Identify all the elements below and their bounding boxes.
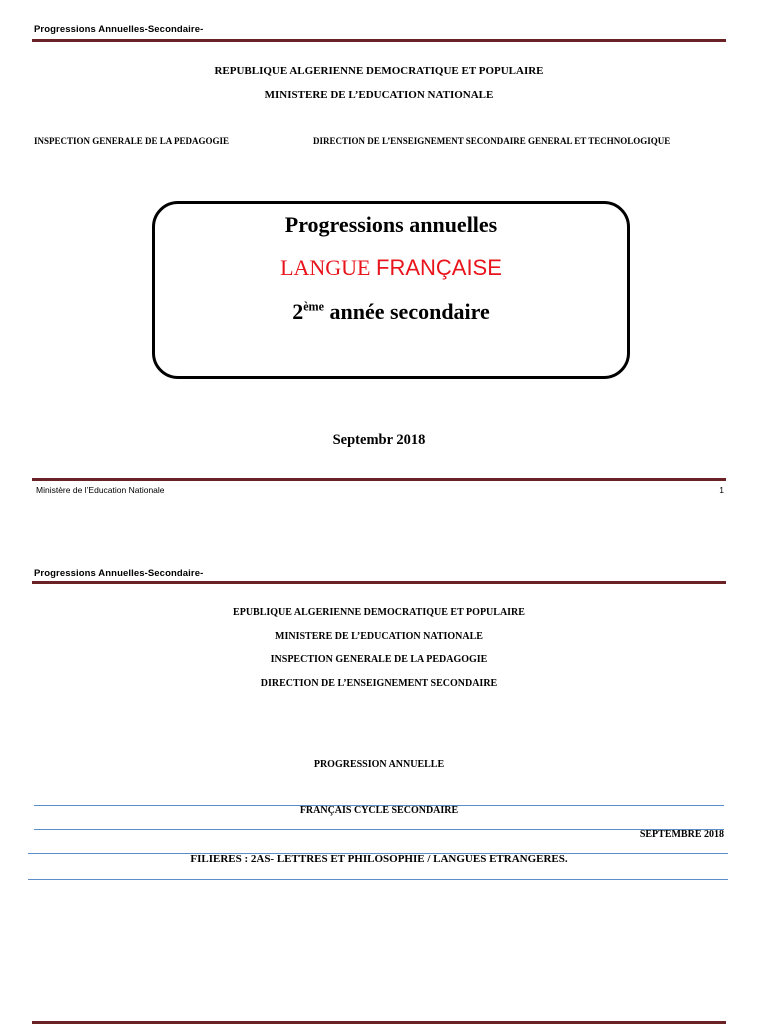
page2-cycle-line: FRANÇAIS CYCLE SECONDAIRE bbox=[299, 805, 459, 816]
page1-footer-rule bbox=[32, 478, 726, 481]
page1-footer-page-number: 1 bbox=[719, 485, 724, 495]
page1-running-header: Progressions Annuelles-Secondaire- bbox=[34, 24, 204, 35]
page1-date: Septembr 2018 bbox=[332, 432, 426, 448]
page1-footer-ministry: Ministère de l’Education Nationale bbox=[36, 485, 165, 495]
page2-ministry-line: MINISTERE DE L’EDUCATION NATIONALE bbox=[275, 631, 483, 642]
page2-date: SEPTEMBRE 2018 bbox=[639, 829, 724, 840]
page1-title-box bbox=[152, 201, 630, 379]
page1-box-title: Progressions annuelles bbox=[284, 212, 498, 237]
page2-inspection-line: INSPECTION GENERALE DE LA PEDAGOGIE bbox=[270, 654, 488, 665]
page1-header-rule bbox=[32, 39, 726, 42]
page1-direction-line: DIRECTION DE L’ENSEIGNEMENT SECONDAIRE GENERAL ET TECHNOLOGIQUE bbox=[313, 136, 671, 146]
page2-progression-title: PROGRESSION ANNUELLE bbox=[313, 759, 445, 770]
page1-box-level bbox=[155, 299, 627, 325]
page2-header-rule bbox=[32, 581, 726, 584]
page2-republic-line: EPUBLIQUE ALGERIENNE DEMOCRATIQUE ET POPULAIRE bbox=[233, 607, 525, 618]
page1-box-subject bbox=[155, 255, 627, 281]
page2-rule-bottom bbox=[28, 879, 728, 880]
level-superscript: ème bbox=[303, 299, 324, 314]
page1-inspection-line: INSPECTION GENERALE DE LA PEDAGOGIE bbox=[34, 136, 230, 146]
subject-francaise-text: FRANÇAISE bbox=[376, 255, 502, 280]
level-rest: année secondaire bbox=[324, 299, 490, 324]
level-number: 2 bbox=[292, 299, 304, 324]
page2-filieres-line: FILIERES : 2AS- LETTRES ET PHILOSOPHIE / LANGUES ETRANGERES. bbox=[190, 853, 568, 865]
subject-langue-text: LANGUE bbox=[280, 255, 376, 280]
page2-direction-line: DIRECTION DE L’ENSEIGNEMENT SECONDAIRE bbox=[260, 678, 498, 689]
page1-ministry-line: MINISTERE DE L’EDUCATION NATIONALE bbox=[264, 89, 494, 101]
page1-republic-line: REPUBLIQUE ALGERIENNE DEMOCRATIQUE ET POPULAIRE bbox=[214, 65, 544, 77]
page2-running-header: Progressions Annuelles-Secondaire- bbox=[34, 568, 204, 579]
